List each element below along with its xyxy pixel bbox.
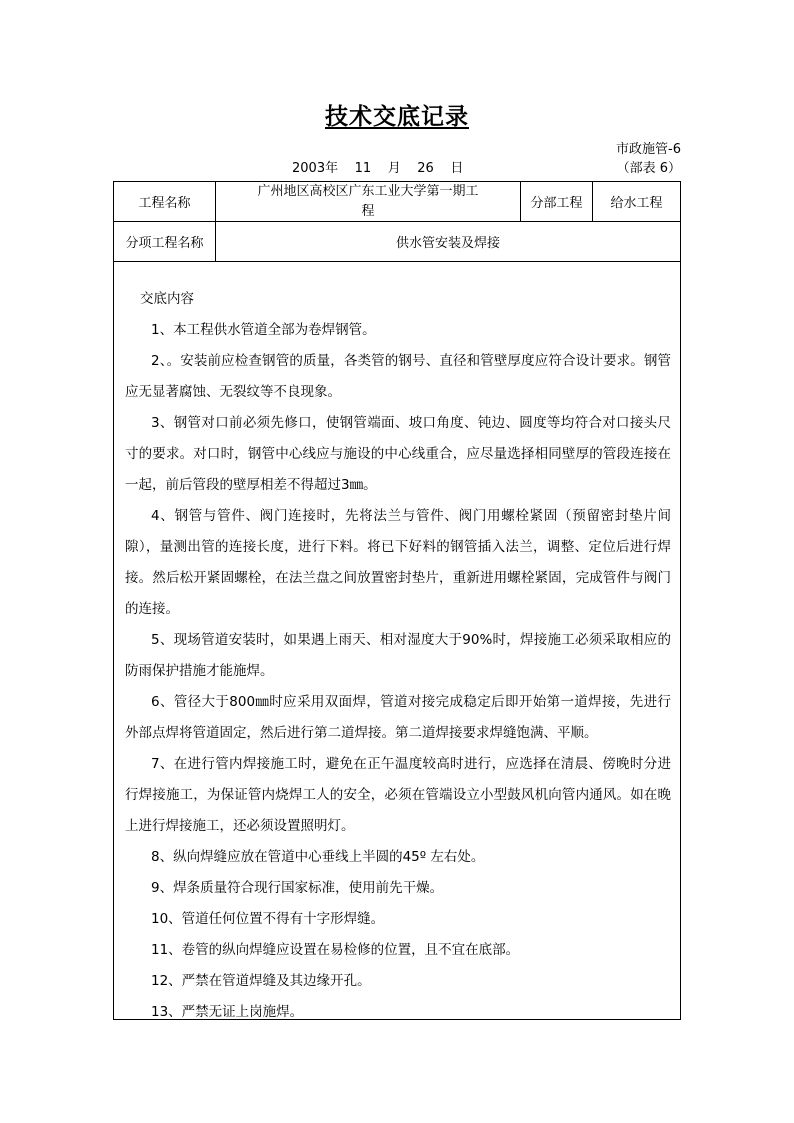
content-item: 7、在进行管内焊接施工时，避免在正午温度较高时进行，应选择在清晨、傍晚时分进行焊接施工，为保证管内烧焊工人的安全，必须在管端设立小型鼓风机向管内通风。如在晚上进行焊接施工，还必须设置照明灯。	[125, 756, 671, 834]
content-item: 2、。安装前应检查钢管的质量，各类管的钢号、直径和管壁厚度应符合设计要求。钢管应无显著腐蚀、无裂纹等不良现象。	[125, 353, 671, 400]
date-month-unit: 月	[387, 161, 401, 176]
content-item: 4、钢管与管件、阀门连接时，先将法兰与管件、阀门用螺栓紧固（预留密封垫片间隙），量测出管的连接长度，进行下料。将已下好料的钢管插入法兰，调整、定位后进行焊接。然后松开紧固螺栓，在法兰盘之间放置密封垫片，重新进用螺栓紧固，完成管件与阀门的连接。	[125, 508, 671, 617]
content-heading: 交底内容	[140, 291, 194, 307]
content-item: 6、管径大于800㎜时应采用双面焊，管道对接完成稳定后即开始第一道焊接，先进行外部点焊将管道固定，然后进行第二道焊接。第二道焊接要求焊缝饱满、平顺。	[125, 694, 671, 741]
document-title	[0, 102, 794, 132]
document-title-text: 技术交底记录	[325, 104, 469, 130]
content-item: 3、钢管对口前必须先修口，使钢管端面、坡口角度、钝边、圆度等均符合对口接头尺寸的要求。对口时，钢管中心线应与施设的中心线重合，应尽量选择相同壁厚的管段连接在一起，前后管段的壁厚相差不得超过3㎜。	[125, 415, 671, 493]
date-day-unit: 日	[450, 161, 464, 176]
content-item: 1、本工程供水管道全部为卷焊钢管。	[151, 322, 376, 338]
content-item: 11、卷管的纵向焊缝应设置在易检修的位置，且不宜在底部。	[151, 942, 520, 958]
date-year: 2003	[292, 161, 326, 176]
division-value: 给水工程	[610, 196, 663, 211]
project-row	[114, 182, 680, 222]
date-day: 26	[417, 161, 434, 176]
form-code: 市政施管-6	[616, 142, 681, 157]
content-item: 8、纵向焊缝应放在管道中心垂线上半圆的45º 左右处。	[151, 849, 485, 865]
content-item: 9、焊条质量符合现行国家标准，使用前先干燥。	[151, 880, 444, 896]
subitem-row	[114, 222, 680, 262]
date-line	[292, 160, 463, 178]
content-item: 13、严禁无证上岗施焊。	[151, 1004, 304, 1020]
date-year-unit: 年	[325, 161, 339, 176]
content-item: 10、管道任何位置不得有十字形焊缝。	[151, 911, 385, 927]
disclosure-content	[114, 262, 680, 1028]
subitem-label: 分项工程名称	[114, 222, 216, 261]
project-name-label: 工程名称	[114, 182, 216, 221]
record-table	[113, 181, 681, 1020]
project-name-value: 广州地区高校区广东工业大学第一期工程	[216, 182, 521, 221]
form-sub-code: （部表 6）	[616, 161, 681, 176]
content-item: 12、严禁在管道焊缝及其边缘开孔。	[151, 973, 371, 989]
subitem-value: 供水管安装及焊接	[395, 236, 500, 251]
content-item: 5、现场管道安装时，如果遇上雨天、相对湿度大于90%时，焊接施工必须采取相应的防雨保护措施才能施焊。	[125, 632, 671, 679]
date-month: 11	[354, 161, 372, 176]
division-label: 分部工程	[521, 182, 593, 221]
